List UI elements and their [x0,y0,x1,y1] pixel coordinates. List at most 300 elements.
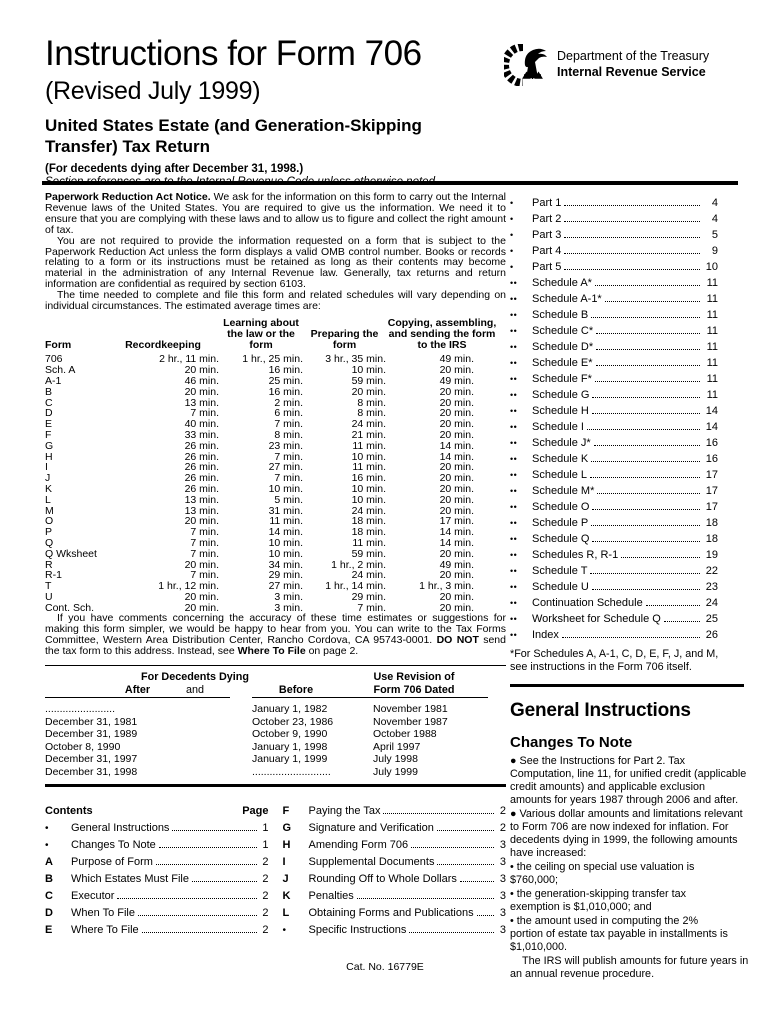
toc-bullet-icon: •• [510,630,518,640]
contents-page-number: 3 [499,889,506,902]
contents-label: Signature and Verification [308,821,434,834]
revision-table-top-rule [45,665,506,666]
dotted-leader [596,365,700,366]
dotted-leader [460,881,494,882]
contents-letter: D [45,906,53,919]
contents-item [283,817,507,834]
time-table-header: Preparing the form [310,327,379,351]
time-table-value-cell: 20 min. [439,428,474,441]
time-table-form-cell: Q [45,536,54,549]
dotted-leader [142,932,257,933]
contents-label: Specific Instructions [308,923,407,936]
time-table-header: Recordkeeping [125,338,201,351]
toc-bullet-icon: •• [510,502,518,512]
toc-bullet-icon: •• [510,550,518,560]
contents-item [283,902,507,919]
changes-to-note-heading: Changes To Note [510,734,633,751]
revision-date: July 1998 [373,753,418,766]
before-date: January 1, 1998 [252,740,328,753]
time-table-value-cell: 20 min. [184,364,219,377]
right-column [510,193,756,982]
toc-page-number: 10 [705,261,718,273]
contents-header [45,800,269,817]
revision-date: November 1987 [373,715,448,728]
dotted-leader [591,525,700,526]
agency-department: Department of the Treasury [557,49,710,63]
dotted-leader [664,621,700,622]
time-table-form-cell: A-1 [45,374,62,387]
contents-page-number: 1 [262,821,269,834]
after-date: ........................ [45,703,116,716]
time-table-value-cell: 24 min. [351,418,386,431]
contents-page-number: 2 [262,923,269,936]
time-table-form-cell: Sch. A [45,364,76,377]
toc-label: Schedule T [532,565,588,577]
toc-bullet-icon: • [510,214,514,224]
bullet-icon: • [45,822,49,834]
time-table-value-cell: 25 min. [268,374,303,387]
toc-page-number: 11 [706,325,718,337]
time-table-value-cell: 10 min. [351,493,386,506]
toc-label: Schedule G [532,389,590,401]
toc-bullet-icon: •• [510,310,518,320]
contents-label: General Instructions [71,821,170,834]
dotted-leader [592,397,700,398]
before-date: ........................... [252,766,331,779]
dotted-leader [564,237,700,238]
where-to-file-emphasis: Where To File [237,645,306,658]
revised-subtitle: (Revised July 1999) [45,77,261,105]
dotted-leader [383,813,494,814]
dotted-leader [564,221,700,222]
toc-label: Schedule D* [532,341,594,353]
time-table-value-cell: 7 min. [274,418,303,431]
time-table-value-cell: 11 min. [269,515,303,528]
time-table-value-cell: 34 min. [268,558,303,571]
toc-label: Continuation Schedule [532,597,643,609]
contents-letter: F [282,804,290,817]
revision-table-header [45,671,506,697]
time-table-value-cell: 18 min. [351,526,386,539]
toc-bullet-icon: •• [510,358,518,368]
toc-label: Schedule L [532,469,588,481]
contents-page-number: 2 [262,889,269,902]
contents-left-column [45,800,269,936]
dotted-leader [590,573,700,574]
after-date: December 31, 1998 [45,766,138,779]
general-instructions-heading: General Instructions [510,700,691,721]
toc-bullet-icon: •• [510,566,518,576]
time-table-value-cell: 13 min. [184,493,219,506]
toc-item [510,225,718,241]
time-table-value-cell: 3 min. [274,601,303,614]
contents-page-number: 3 [499,906,506,919]
time-table-value-cell: 27 min. [268,580,303,593]
contents-label: When To File [71,906,135,919]
before-date: January 1, 1982 [252,703,328,716]
time-table-value-cell: 11 min. [352,536,386,549]
toc-page-number: 18 [705,517,718,529]
toc-bullet-icon: •• [510,374,518,384]
time-table-value-cell: 21 min. [351,428,386,441]
time-table-value-cell: 11 min. [352,439,386,452]
page-title: Instructions for Form 706 [45,34,422,73]
time-table-form-cell: H [45,450,53,463]
time-table-value-cell: 20 min. [184,590,219,603]
toc-page-number: 11 [706,309,718,321]
time-table-value-cell: 26 min. [184,472,219,485]
toc-page-number: 17 [705,485,718,497]
contents-label: Purpose of Form [71,855,153,868]
contents-letter: J [282,872,289,885]
contents-label: Rounding Off to Whole Dollars [308,872,457,885]
time-table-value-cell: 16 min. [268,364,303,377]
contents-letter: L [282,906,290,919]
contents-item [283,800,507,817]
toc-item [510,625,718,641]
time-table-value-cell: 14 min. [439,536,474,549]
contents-item [283,919,507,936]
bullet-icon: • [282,924,287,936]
time-table-value-cell: 7 min. [357,601,386,614]
contents-item [45,851,269,868]
toc-page-number: 4 [711,213,718,225]
time-table-value-cell: 13 min. [184,504,219,517]
toc-item [510,193,718,209]
toc-page-number: 14 [705,421,718,433]
toc-page-number: 19 [705,549,718,561]
contents-section [45,800,506,936]
time-table-value-cell: 20 min. [439,601,474,614]
time-table-value-cell: 14 min. [439,439,474,452]
time-table-value-cell: 3 min. [274,590,303,603]
time-table-value-cell: 10 min. [268,482,303,495]
toc-label: Part 3 [532,229,562,241]
contents-page-label: Page [242,804,269,817]
toc-item [510,401,718,417]
toc-label: Schedule A* [532,277,592,289]
time-table-value-cell: 20 min. [184,385,219,398]
time-table-form-cell: Q Wksheet [45,547,97,560]
paperwork-notice-paragraph [45,192,506,236]
time-table-value-cell: 10 min. [351,364,386,377]
time-table-value-cell: 10 min. [268,547,303,560]
before-date: October 23, 1986 [252,715,334,728]
toc-page-number: 25 [705,613,718,625]
time-table-value-cell: 13 min. [184,396,219,409]
dotted-leader [409,932,494,933]
time-table-value-cell: 20 min. [439,396,474,409]
toc-page-number: 17 [705,469,718,481]
toc-label: Schedule F* [532,373,592,385]
time-table-value-cell: 20 min. [439,569,474,582]
toc-item [510,561,718,577]
contents-heading: Contents [45,804,93,817]
contents-item [283,834,507,851]
time-table-value-cell: 20 min. [439,493,474,506]
dotted-leader [172,830,256,831]
toc-bullet-icon: •• [510,278,518,288]
toc-item [510,481,718,497]
time-table-value-cell: 40 min. [184,418,219,431]
dotted-leader [621,557,700,558]
sub-bullet-icon: • [510,861,514,873]
contents-label: Where To File [71,923,139,936]
toc-bullet-icon: • [510,262,514,272]
dotted-leader [117,898,256,899]
contents-label: Amending Form 706 [308,838,409,851]
revision-table-row [45,728,506,741]
toc-item [510,241,718,257]
toc-page-number: 5 [711,229,718,241]
changes-bullet-1: ● See the Instructions for Part 2. Tax Computation, line 11, for unified credit (applicable credit amounts) and applicable exclusion amounts for years 1987 through 2006 and after. [510,755,747,806]
dotted-leader [591,317,700,318]
time-table-form-cell: F [45,428,52,441]
time-table-value-cell: 20 min. [439,590,474,603]
time-table-value-cell: 46 min. [184,374,219,387]
time-table-value-cell: 20 min. [439,547,474,560]
time-table-value-cell: 20 min. [184,601,219,614]
contents-item [283,851,507,868]
contents-letter: A [45,855,53,868]
toc-item [510,273,718,289]
dotted-leader [592,509,700,510]
toc-item [510,305,718,321]
comments-text-mid: send the tax form to this address. Instead, see [45,634,506,658]
toc-list [510,193,718,641]
toc-bullet-icon: •• [510,454,518,464]
toc-label: Schedule Q [532,533,590,545]
toc-item [510,417,718,433]
dotted-leader [646,605,700,606]
toc-label: Schedule C* [532,325,594,337]
time-table-value-cell: 7 min. [190,569,219,582]
toc-bullet-icon: • [510,198,514,208]
toc-label: Part 4 [532,245,562,257]
time-table-value-cell: 7 min. [190,526,219,539]
toc-label: Schedule M* [532,485,595,497]
left-column [45,192,506,936]
dotted-leader [156,864,257,865]
time-table-form-cell: O [45,515,54,528]
time-table-value-cell: 20 min. [351,385,386,398]
header-divider [42,181,738,185]
sub-bullet-icon: • [510,888,514,900]
toc-bullet-icon: •• [510,342,518,352]
dotted-leader [592,413,700,414]
agency-service: Internal Revenue Service [557,65,706,79]
toc-label: Schedules R, R-1 [532,549,619,561]
toc-bullet-icon: • [510,230,514,240]
revision-date: November 1981 [373,703,448,716]
dotted-leader [595,381,700,382]
time-table-value-cell: 18 min. [351,515,386,528]
paperwork-paragraph-3: The time needed to complete and file this form and related schedules will vary depending on individual circumstances. The estimated average times are: [45,289,506,313]
toc-label: Schedule O [532,501,590,513]
contents-page-number: 3 [499,855,506,868]
revision-header-underlines [45,697,506,698]
time-table-value-cell: 2 min. [274,396,303,409]
toc-page-number: 4 [711,197,718,209]
time-table-value-cell: 1 hr., 25 min. [242,353,303,366]
contents-label: Which Estates Must File [71,872,189,885]
toc-bullet-icon: •• [510,294,518,304]
dotted-leader [592,589,700,590]
toc-item [510,449,718,465]
toc-page-number: 22 [705,565,718,577]
dotted-leader [564,205,700,206]
dotted-leader [138,915,257,916]
toc-page-number: 18 [705,533,718,545]
sub-bullet-icon: • [510,915,514,927]
time-table-value-cell: 29 min. [268,569,303,582]
contents-page-number: 2 [262,855,269,868]
time-table-value-cell: 24 min. [351,504,386,517]
bullet-icon: ● [510,808,517,820]
after-date: October 8, 1990 [45,740,121,753]
toc-page-number: 16 [705,453,718,465]
time-table-header: Copying, assembling, and sending the form to the IRS [387,316,497,351]
toc-page-number: 11 [706,373,718,385]
footnote-line-1: *For Schedules A, A-1, C, D, E, F, J, and M, [510,648,719,660]
revision-table-row [45,703,506,716]
time-table-value-cell: 17 min. [439,515,474,528]
revision-date: July 1999 [373,766,418,779]
toc-page-number: 16 [705,437,718,449]
time-table-form-cell: D [45,407,53,420]
decedents-applicability-note: (For decedents dying after December 31, 1998.) [45,163,304,175]
revision-table-row [45,766,506,779]
dotted-leader [591,461,700,462]
contents-label: Obtaining Forms and Publications [308,906,474,919]
contents-letter: K [282,889,291,902]
before-date: January 1, 1999 [252,753,328,766]
time-table-value-cell: 20 min. [439,407,474,420]
toc-label: Schedule B [532,309,589,321]
dotted-leader [562,637,700,638]
toc-item [510,385,718,401]
time-table-value-cell: 14 min. [439,450,474,463]
toc-item [510,497,718,513]
toc-page-number: 11 [706,277,718,289]
do-not-emphasis: DO NOT [436,634,479,647]
time-table-value-cell: 20 min. [439,418,474,431]
toc-item [510,353,718,369]
contents-letter: G [282,821,292,834]
contents-page-number: 3 [499,872,506,885]
time-table-value-cell: 24 min. [351,569,386,582]
time-table-form-cell: Cont. Sch. [45,601,95,614]
toc-bullet-icon: •• [510,470,518,480]
revision-table-row [45,753,506,766]
revision-table-bottom-rule [45,784,506,787]
treasury-irs-eagle-logo-icon [504,44,550,91]
time-table-value-cell: 7 min. [190,536,219,549]
changes-sub-bullet-2: • the generation-skipping transfer tax exemption is $1,010,000; and [510,888,687,913]
revision-date: April 1997 [373,740,421,753]
toc-bullet-icon: •• [510,390,518,400]
time-table-form-cell: R [45,558,53,571]
toc-label: Part 2 [532,213,562,225]
bullet-icon: • [45,839,49,851]
toc-bullet-icon: •• [510,422,518,432]
time-table-form-cell: G [45,439,54,452]
toc-label: Schedule H [532,405,589,417]
contents-letter: C [45,889,53,902]
toc-item [510,513,718,529]
contents-item [45,817,269,834]
col-before: Before [278,684,314,697]
toc-bullet-icon: •• [510,598,518,608]
time-table-value-cell: 8 min. [357,407,386,420]
toc-page-number: 24 [705,597,718,609]
time-table-value-cell: 7 min. [190,547,219,560]
contents-item [283,885,507,902]
document-header [45,36,756,188]
toc-label: Part 1 [532,197,562,209]
dotted-leader [192,881,257,882]
time-table-value-cell: 27 min. [268,461,303,474]
agency-name-block [557,44,709,80]
toc-item [510,369,718,385]
col-use-revision: Use Revision of Form 706 Dated [373,671,455,696]
toc-item [510,529,718,545]
after-date: December 31, 1989 [45,728,138,741]
time-table-form-cell: I [45,461,48,474]
time-table-value-cell: 14 min. [268,526,303,539]
changes-bullet-2: ● Various dollar amounts and limitations relevant to Form 706 are now indexed for inflation. For decedents dying in 1999, the following amounts have increased: [510,808,743,859]
contents-item [45,834,269,851]
time-table-header: Learning about the law or the form [223,316,299,351]
toc-page-number: 17 [705,501,718,513]
contents-item [283,868,507,885]
time-table-value-cell: 7 min. [274,472,303,485]
revision-date: October 1988 [373,728,437,741]
time-table-value-cell: 11 min. [352,461,386,474]
bullet-icon: ● [510,755,517,767]
toc-item [510,337,718,353]
after-date: December 31, 1997 [45,753,138,766]
toc-bullet-icon: •• [510,614,518,624]
contents-label: Changes To Note [71,838,156,851]
toc-page-number: 9 [711,245,718,257]
toc-bullet-icon: •• [510,582,518,592]
dotted-leader [159,847,257,848]
paperwork-notice-heading: Paperwork Reduction Act Notice. [45,191,211,203]
time-table-form-cell: P [45,526,53,539]
contents-page-number: 3 [499,923,506,936]
time-table-form-cell: L [45,493,51,506]
contents-letter: B [45,872,53,885]
time-table-value-cell: 1 hr., 12 min. [158,580,219,593]
toc-bullet-icon: •• [510,534,518,544]
toc-item [510,257,718,273]
time-table-value-cell: 2 hr., 11 min. [159,353,219,366]
dotted-leader [597,493,700,494]
col-decedents-dying: For Decedents Dying [141,671,249,684]
toc-bullet-icon: •• [510,326,518,336]
time-table-value-cell: 20 min. [184,558,219,571]
dotted-leader [564,253,700,254]
dotted-leader [590,477,700,478]
time-table-value-cell: 20 min. [184,515,219,528]
time-table-value-cell: 1 hr., 3 min. [419,580,474,593]
time-estimates-table [45,318,506,614]
time-table-form-cell: M [45,504,54,517]
time-table-value-cell: 26 min. [184,461,219,474]
contents-letter: I [282,855,286,868]
toc-item [510,545,718,561]
